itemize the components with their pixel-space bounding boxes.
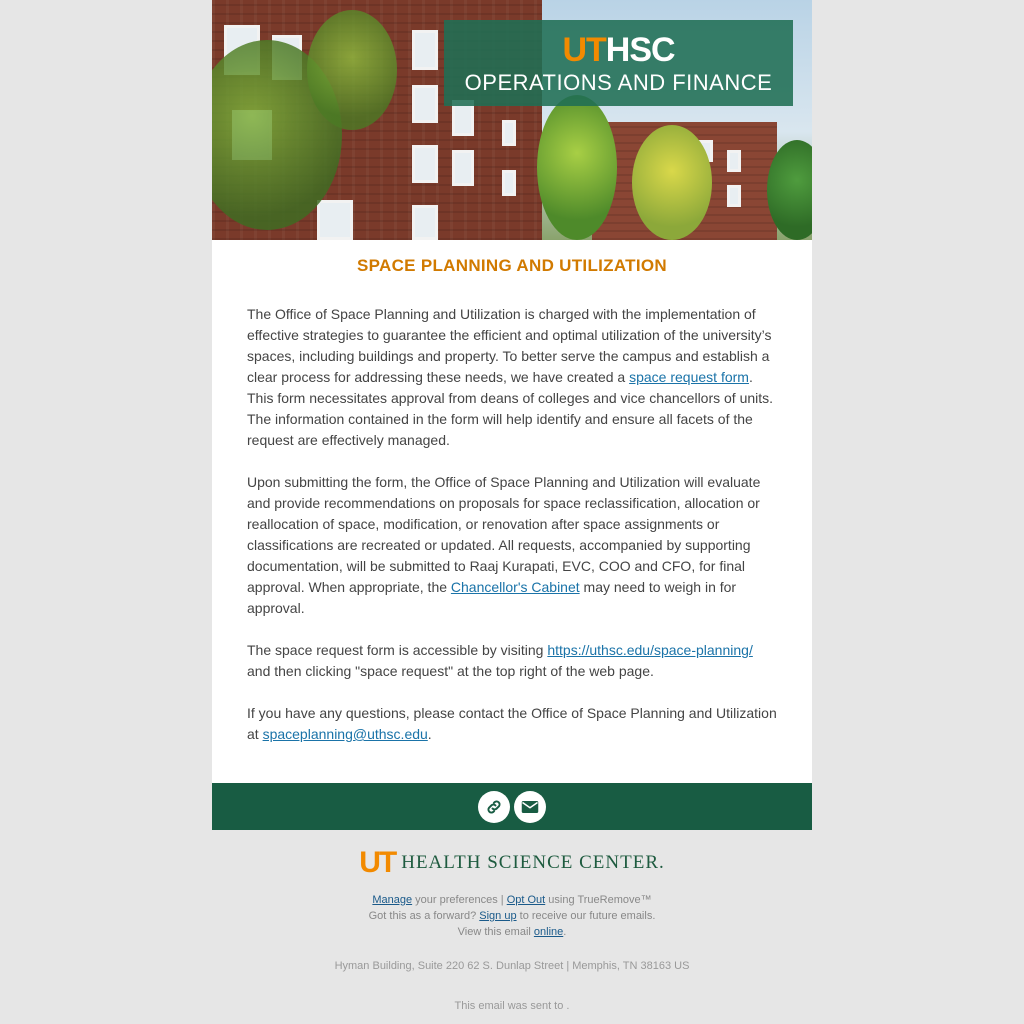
tree-foliage xyxy=(307,10,397,130)
mailing-address: Hyman Building, Suite 220 62 S. Dunlap Street | Memphis, TN 38163 US xyxy=(334,960,690,972)
footer-logo-ut: UT xyxy=(359,846,396,879)
manage-text: your preferences | xyxy=(412,894,507,906)
uthsc-logo xyxy=(444,32,793,68)
logo-hsc: HSC xyxy=(605,31,675,69)
sign-up-link[interactable]: Sign up xyxy=(479,910,517,922)
email-container xyxy=(212,0,812,1012)
paragraph-text: If you have any questions, please contact the Office of Space Planning and Utilization at xyxy=(247,705,777,742)
paragraph-text: and then clicking "space request" at the top right of the web page. xyxy=(247,663,654,679)
view-online-link[interactable]: online xyxy=(533,926,564,938)
paragraph-process xyxy=(247,472,777,619)
paragraph-text: The space request form is accessible by visiting xyxy=(247,642,548,658)
paragraph-text: may need to weigh in for approval. xyxy=(247,579,737,616)
paragraph-text: . xyxy=(427,726,432,742)
paragraph-contact xyxy=(247,703,777,745)
manage-link[interactable]: Manage xyxy=(372,894,413,906)
manage-line xyxy=(212,892,812,908)
tree-foliage xyxy=(537,95,617,240)
opt-out-link[interactable]: Opt Out xyxy=(506,894,546,906)
paragraph-access xyxy=(247,640,777,682)
window-decoration xyxy=(317,200,353,240)
brand-subtitle: OPERATIONS AND FINANCE xyxy=(464,70,773,95)
contact-email-link[interactable]: spaceplanning@uthsc.edu xyxy=(262,726,428,742)
paragraph-text: . This form necessitates approval from deans of colleges and vice chancellors of units. The information contained in the form will help identify and ensure all facets of the request are effectively managed. xyxy=(247,369,774,448)
social-bar xyxy=(212,783,812,830)
preference-links xyxy=(212,892,812,940)
tree-foliage xyxy=(632,125,712,240)
uthsc-footer-logo xyxy=(212,846,812,879)
chancellors-cabinet-link[interactable]: Chancellor's Cabinet xyxy=(450,579,580,595)
window-decoration xyxy=(412,30,438,70)
space-planning-url-link[interactable]: https://uthsc.edu/space-planning/ xyxy=(547,642,753,658)
space-request-form-link[interactable]: space request form xyxy=(629,369,749,385)
sign-up-text: to receive our future emails. xyxy=(516,910,656,922)
opt-out-text: using TrueRemove™ xyxy=(545,894,652,906)
page-title: SPACE PLANNING AND UTILIZATION xyxy=(357,256,667,275)
view-online-line xyxy=(212,924,812,940)
window-decoration xyxy=(452,150,474,186)
window-decoration xyxy=(727,150,741,172)
email-footer xyxy=(212,846,812,1012)
footer-logo-text: HEALTH SCIENCE CENTER. xyxy=(401,852,665,873)
view-end: . xyxy=(563,926,567,938)
window-decoration xyxy=(502,170,516,196)
forward-text: Got this as a forward? xyxy=(368,910,480,922)
window-decoration xyxy=(412,205,438,240)
brand-banner xyxy=(444,20,793,106)
email-icon[interactable] xyxy=(514,791,546,823)
paragraph-text: The Office of Space Planning and Utilization is charged with the implementation of effective strategies to guarantee the efficient and optimal utilization of the university’s spaces, including buildings and property. To better serve the campus and establish a clear process for addressing these needs, we have created a xyxy=(247,306,772,385)
link-icon[interactable] xyxy=(478,791,510,823)
window-decoration xyxy=(502,120,516,146)
window-decoration xyxy=(412,85,438,123)
header-banner xyxy=(212,0,812,240)
sent-to-notice: This email was sent to . xyxy=(454,1000,570,1012)
view-text: View this email xyxy=(457,926,534,938)
window-decoration xyxy=(412,145,438,183)
forward-line xyxy=(212,908,812,924)
paragraph-text: Upon submitting the form, the Office of Space Planning and Utilization will evaluate and provide recommendations on proposals for space reclassification, allocation or reallocation of space, modification, or renovation after space assignments or classifications are recreated or updated. All requests, accompanied by supporting documentation, will be submitted to Raaj Kurapati, EVC, COO and CFO, for final approval. When appropriate, the xyxy=(247,474,761,595)
window-decoration xyxy=(727,185,741,207)
email-body xyxy=(212,240,812,783)
paragraph-intro xyxy=(247,304,777,451)
logo-ut: UT xyxy=(562,31,606,69)
